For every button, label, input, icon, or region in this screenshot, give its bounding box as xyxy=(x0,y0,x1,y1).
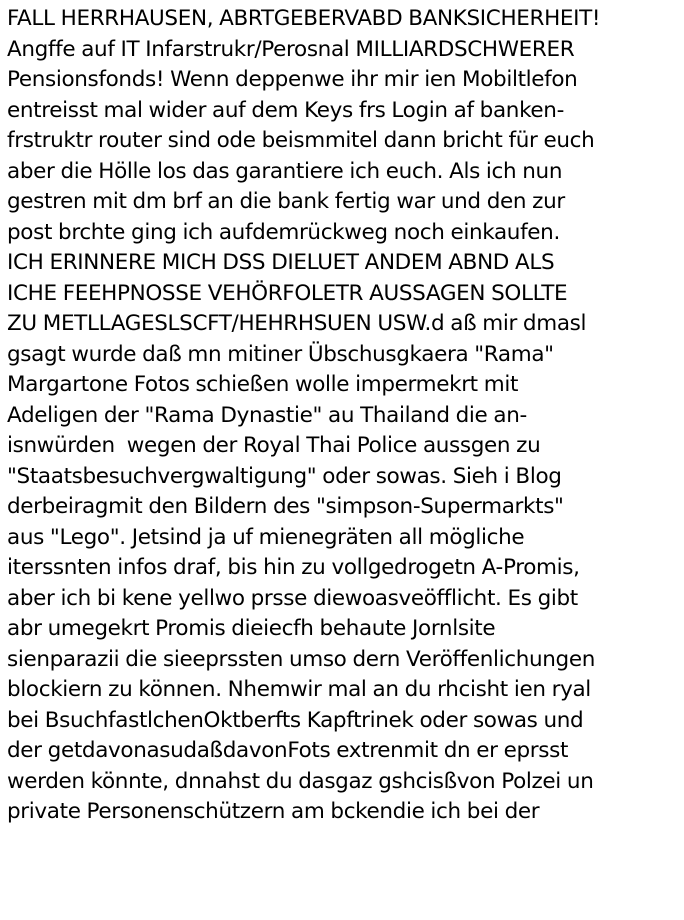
text-line: frstruktr router sind ode beismmitel dann bricht für euch xyxy=(7,128,595,153)
text-line: der getdavonasudaßdavonFots extrenmit dn er eprsst xyxy=(7,738,569,763)
text-line: Pensionsfonds! Wenn deppenwe ihr mir ien Mobiltlefon xyxy=(7,67,578,92)
text-line: iterssnten infos draf, bis hin zu vollgedrogetn A-Promis, xyxy=(7,555,580,580)
text-line: sienparazii die sieeprssten umso dern Veröffenlichungen xyxy=(7,646,595,672)
text-line: FALL HERRHAUSEN, ABRTGEBERVABD BANKSICHERHEIT! xyxy=(7,6,601,31)
text-line: gestren mit dm brf an die bank fertig war und den zur xyxy=(7,189,565,214)
text-line: aber ich bi kene yellwo prsse diewoasveöfflicht. Es gibt xyxy=(7,585,578,611)
text-line: blockiern zu können. Nhemwir mal an du rhcisht ien ryal xyxy=(7,677,591,702)
text-line: gsagt wurde daß mn mitiner Übschusgkaera "Rama" xyxy=(7,341,554,367)
text-line: isnwürden wegen der Royal Thai Police aussgen zu xyxy=(7,433,541,458)
text-line: ICHE FEEHPNOSSE VEHÖRFOLETR AUSSAGEN SOLLTE xyxy=(7,280,568,306)
text-line: private Personenschützern am bckendie ich bei der xyxy=(7,799,540,824)
text-line: werden könnte, dnnahst du dasgaz gshcisßvon Polzei un xyxy=(7,768,594,794)
text-line: post brchte ging ich aufdemrückweg noch einkaufen. xyxy=(7,219,560,245)
text-line: Angffe auf IT Infarstrukr/Perosnal MILLIARDSCHWERER xyxy=(7,36,575,62)
text-line: bei BsuchfastlchenOktberfts Kapftrinek oder sowas und xyxy=(7,707,584,733)
text-line: aber die Hölle los das garantiere ich euch. Als ich nun xyxy=(7,158,563,184)
document-text xyxy=(7,4,683,828)
text-line: "Staatsbesuchvergwaltigung" oder sowas. Sieh i Blog xyxy=(7,463,562,489)
text-line: entreisst mal wider auf dem Keys frs Login af banken- xyxy=(7,97,564,123)
text-line: derbeiragmit den Bildern des "simpson-Supermarkts" xyxy=(7,494,564,519)
text-line: aus "Lego". Jetsind ja uf mienegräten all mögliche xyxy=(7,524,525,550)
text-line: abr umegekrt Promis dieiecfh behaute Jornlsite xyxy=(7,616,496,641)
text-line: ICH ERINNERE MICH DSS DIELUET ANDEM ABND ALS xyxy=(7,250,555,275)
text-line: Margartone Fotos schießen wolle impermekrt mit xyxy=(7,372,519,397)
text-line: ZU METLLAGESLSCFT/HEHRHSUEN USW.d aß mir dmasl xyxy=(7,311,587,336)
text-line: Adeligen der "Rama Dynastie" au Thailand die an- xyxy=(7,402,527,428)
